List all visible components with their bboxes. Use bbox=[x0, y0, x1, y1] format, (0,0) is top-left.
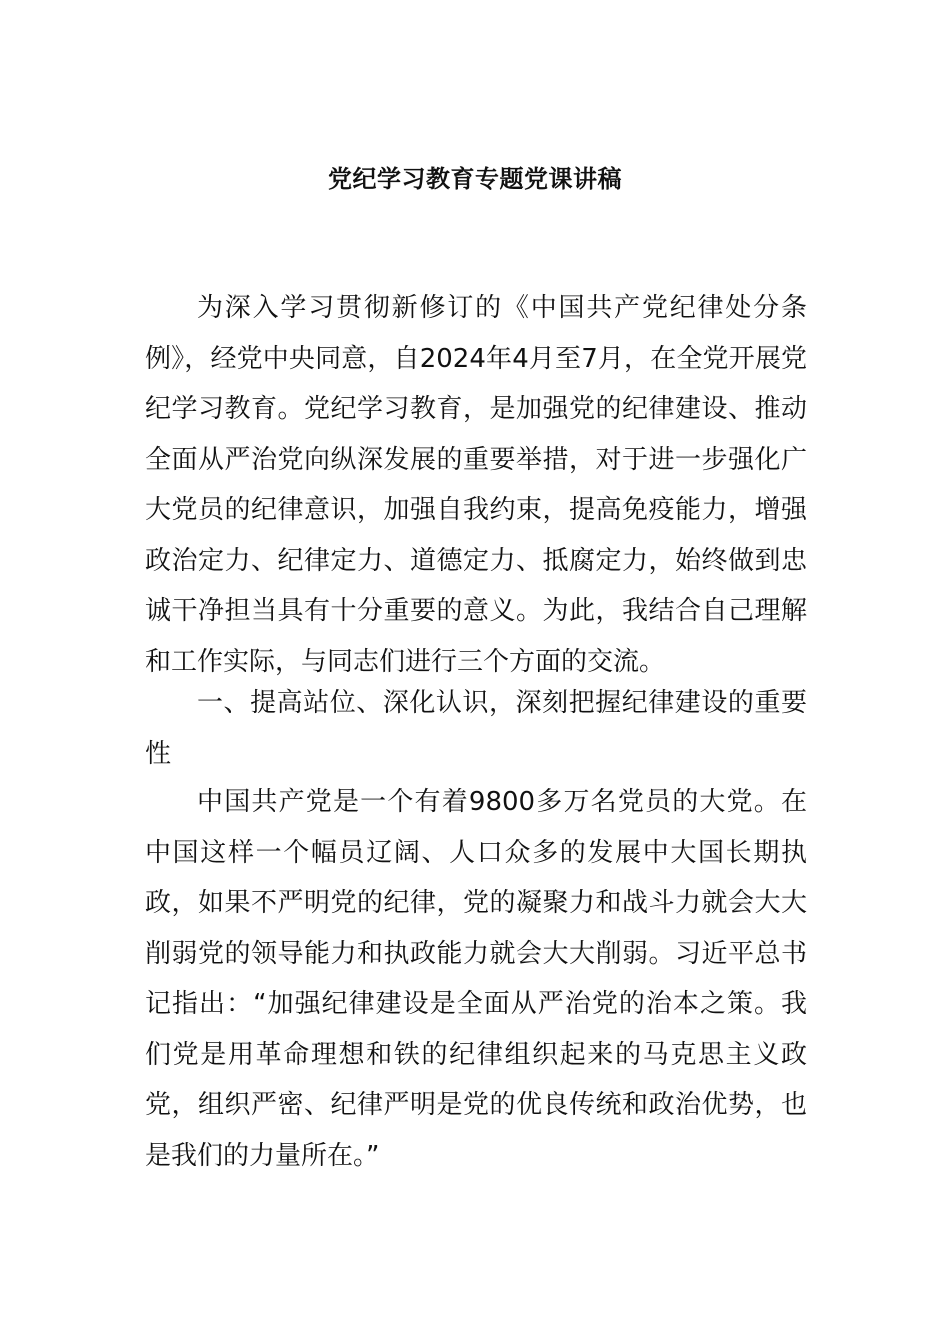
paragraph-section-1: 中国共产党是一个有着9800多万名党员的大党。在中国这样一个幅员辽阔、人口众多的发展中大国长期执政，如果不严明党的纪律，党的凝聚力和战斗力就会大大削弱党的领导能力和执政能力就会大大削弱。习近平总书记指出：“加强纪律建设是全面从严治党的治本之策。我们党是用革命理想和铁的纪律组织起来的马克思主义政党，组织严密、纪律严明是党的优良传统和政治优势，也是我们的力量所在。” bbox=[145, 787, 807, 1171]
section-heading-1: 一、提高站位、深化认识，深刻把握纪律建设的重要性 bbox=[145, 688, 807, 769]
document-title: 党纪学习教育专题党课讲稿 bbox=[328, 165, 622, 193]
paragraph-intro: 为深入学习贯彻新修订的《中国共产党纪律处分条例》，经党中央同意，自2024年4月至7月，在全党开展党纪学习教育。党纪学习教育，是加强党的纪律建设、推动全面从严治党向纵深发展的重要举措，对于进一步强化广大党员的纪律意识，加强自我约束，提高免疫能力，增强政治定力、纪律定力、道德定力、抵腐定力，始终做到忠诚干净担当具有十分重要的意义。为此，我结合自己理解和工作实际，与同志们进行三个方面的交流。 bbox=[145, 293, 807, 677]
